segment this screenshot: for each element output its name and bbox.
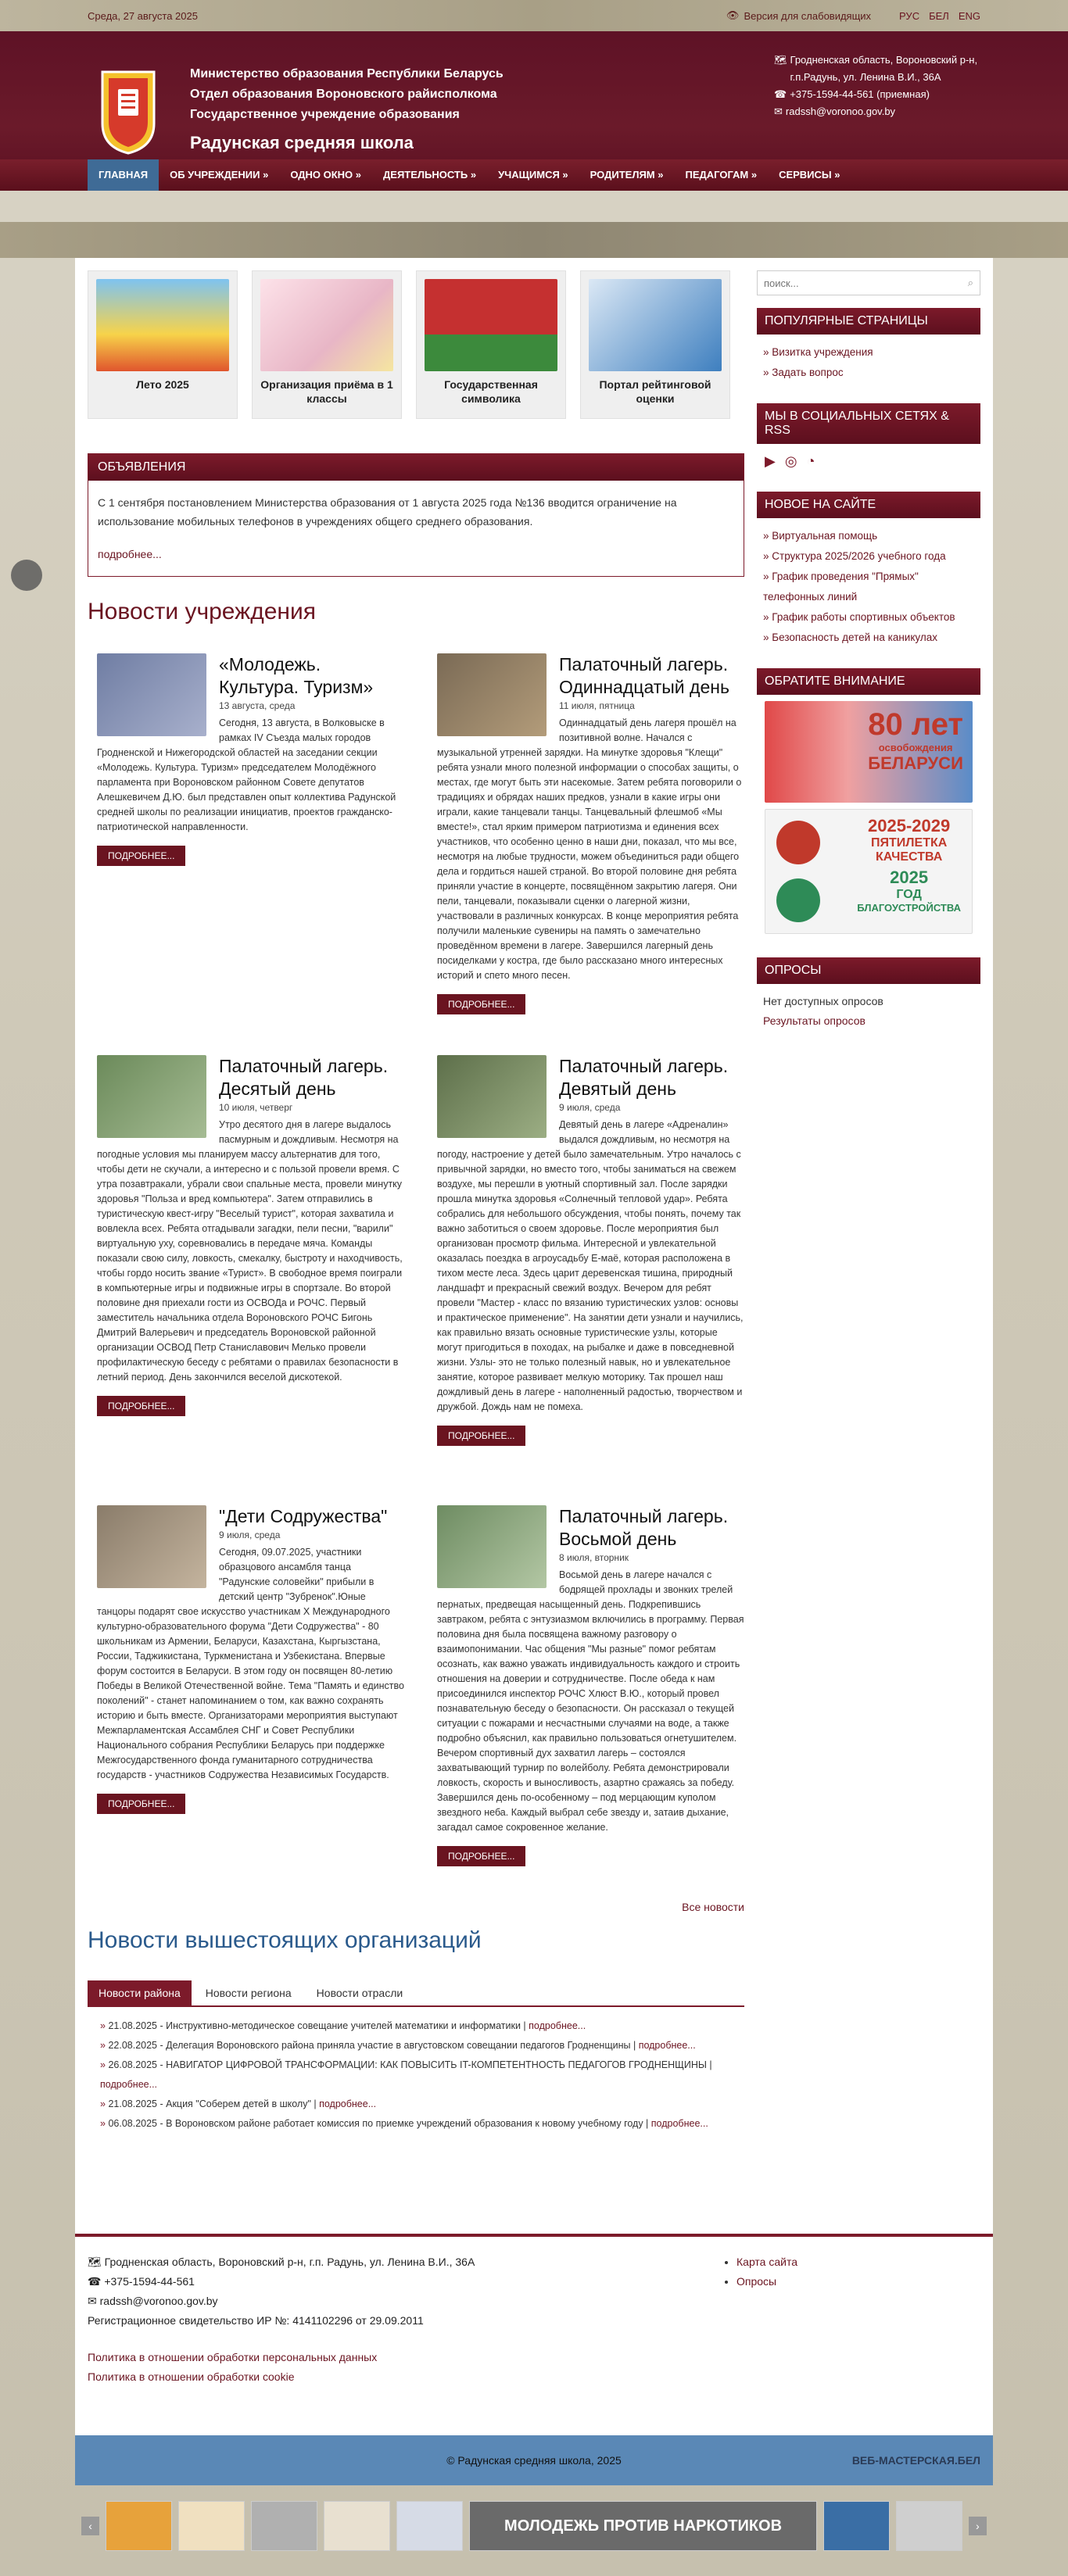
visually-impaired-link[interactable] (726, 9, 871, 22)
polls-box (757, 957, 980, 1039)
tile-summer-image (96, 279, 229, 371)
higher-news-more-link[interactable]: подробнее... (100, 2079, 158, 2090)
department-name: Отдел образования Вороновского райисполкома (190, 88, 497, 101)
banner-god: ГОД (896, 888, 922, 901)
nav-item-activity[interactable]: ДЕЯТЕЛЬНОСТЬ » (383, 169, 477, 181)
youtube-icon[interactable]: ▶ (765, 453, 776, 469)
higher-news-list (88, 2016, 744, 2134)
new-item[interactable]: » График проведения "Прямых" телефонных линий (763, 567, 974, 607)
tab-industry-news[interactable]: Новости отрасли (316, 1987, 403, 1999)
attention-title: ОБРАТИТЕ ВНИМАНИЕ (757, 668, 980, 695)
organization-title (190, 64, 504, 153)
news-thumbnail[interactable] (97, 1055, 206, 1138)
news-thumbnail[interactable] (437, 1055, 547, 1138)
tile-rating-image (589, 279, 722, 371)
higher-news-text: 21.08.2025 - Инструктивно-методическое совещание учителей математики и информатики | (108, 2020, 529, 2031)
carousel-prev-icon[interactable]: ‹ (81, 2517, 99, 2535)
header-phone: +375-1594-44-561 (приемная) (790, 88, 930, 100)
news-more-button[interactable]: ПОДРОБНЕЕ... (97, 1396, 185, 1416)
banner-quality: КАЧЕСТВА (876, 850, 943, 864)
news-item (88, 1505, 404, 1880)
whats-new-title: НОВОЕ НА САЙТЕ (757, 492, 980, 518)
news-thumbnail[interactable] (437, 1505, 547, 1588)
nav-item-teachers[interactable]: ПЕДАГОГАМ » (685, 169, 758, 181)
polls-link[interactable]: Опросы (736, 2275, 777, 2288)
higher-news-more-link[interactable]: подробнее... (638, 2040, 696, 2051)
accessibility-button[interactable] (11, 560, 42, 591)
news-grid (88, 653, 744, 1880)
news-title[interactable]: «Молодежь. Культура. Туризм» (219, 654, 374, 697)
search-input[interactable] (764, 277, 968, 289)
list-item (100, 2095, 744, 2114)
polls-title: ОПРОСЫ (757, 957, 980, 984)
phone-icon: ☎ (774, 88, 787, 100)
liberation-banner[interactable] (765, 701, 973, 803)
news-thumbnail[interactable] (437, 653, 547, 736)
footer-phone: +375-1594-44-561 (104, 2275, 195, 2288)
news-title[interactable]: Палаточный лагерь. Восьмой день (559, 1506, 729, 1549)
cookie-policy-link[interactable]: Политика в отношении обработки cookie (88, 2370, 295, 2383)
eye-icon: 👁 (726, 9, 740, 21)
news-item (428, 1505, 744, 1880)
news-text: Одиннадцатый день лагеря прошёл на позитивной волне. Начался с музыкальной утренней зарядки. На минутке здоровья "Клещи" ребята узнали много полезной информации о способах защиты, о местах, где могут быть эти насекомые. Затем ребята поговорили о традициях и обрядах наших предков, узнали в какие игры они играли, какие танцевали танцы. Танцевальный флешмоб «Мы вместе!», стал ярким примером патриотизма и единения всех участников, что особенно ценно в наши дни, показал, что мы все, несмотря на любые трудности, можем объединиться ради общего дела и гордиться нашей страной. Во второй половине дня ребята приняли участие в концерте, посвящённом закрытию лагеря. Они пели, танцевали, показывали сценки о лагерной жизни, участвовали в различных конкурсах. В конце мероприятия ребята получили маленькие сувениры на память о замечательно проведённом времени в лагере. Завершился лагерный день посиделками у костра, где было рассказано много интересных историй и спето много песен. (437, 717, 742, 981)
news-text: Сегодня, 09.07.2025, участники образцового ансамбля танца "Радунские соловейки" прибыли в детский центр "Зубренок".Юные танцоры подарят свое искусство участникам X Международного культурно-образовательного форума "Дети Содружества" - 80 школьникам из Армении, Беларуси, Казахстана, Кыргызстана, России, Таджикистана, Туркменистана и Узбекистана. Впервые форум состоится в Беларуси. В этом году он посвящен 80-летию Победы в Великой Отечественной войне. Тема "Память и единство поколений" - станет напоминанием о том, как важно сохранять историю и быть вместе. Организаторами мероприятия выступают Межпарламентская Ассамблея СНГ и Совет Республики Национального собрания Республики Беларусь при поддержке Межгосударственного фонда гуманитарного сотрудничества государств - участников Содружества Независимых Государств. (97, 1547, 404, 1780)
search-box (757, 270, 980, 295)
carousel-item[interactable] (324, 2501, 390, 2551)
higher-news-more-link[interactable]: подробнее... (319, 2098, 377, 2109)
news-title[interactable]: Палаточный лагерь. Девятый день (559, 1056, 729, 1099)
no-polls-text: Нет доступных опросов (763, 995, 883, 1007)
tile-caption: Портал рейтинговой оценки (599, 378, 711, 405)
rss-icon[interactable]: ◔ (806, 453, 815, 469)
higher-news-text: 06.08.2025 - В Вороновском районе работает комиссия по приемке учреждений образования к новому учебному году | (108, 2118, 651, 2129)
news-item (88, 653, 404, 1055)
new-item[interactable]: » График работы спортивных объектов (763, 607, 974, 628)
news-thumbnail[interactable] (97, 653, 206, 736)
list-item (100, 2055, 744, 2095)
banner-belarus: БЕЛАРУСИ (868, 753, 963, 773)
banner-five-year: ПЯТИЛЕТКА (871, 836, 948, 850)
higher-news-more-link[interactable]: подробнее... (650, 2118, 708, 2129)
studio-link[interactable]: ВЕБ-МАСТЕРСКАЯ.БЕЛ (851, 2454, 980, 2467)
new-item[interactable]: » Структура 2025/2026 учебного года (763, 546, 974, 567)
header-contacts (774, 52, 990, 120)
quality-emblem-icon (776, 821, 820, 864)
news-item (428, 653, 744, 1055)
map-icon: 🗺 (88, 2256, 105, 2268)
nav-item-home[interactable]: ГЛАВНАЯ (88, 159, 159, 191)
carousel-item[interactable] (396, 2501, 463, 2551)
tile-admission-image (260, 279, 393, 371)
copyright-text: © Радунская средняя школа, 2025 (446, 2454, 622, 2467)
tab-district-news[interactable]: Новости района (88, 1980, 192, 2005)
registration-info: Регистрационное свидетельство ИР №: 4141102296 от 29.09.2011 (88, 2314, 424, 2327)
higher-news-text: 21.08.2025 - Акция "Соберем детей в школу" | (108, 2098, 320, 2109)
list-item (100, 2016, 744, 2036)
higher-news-more-link[interactable]: подробнее... (529, 2020, 586, 2031)
social-title: МЫ В СОЦИАЛЬНЫХ СЕТЯХ & RSS (757, 403, 980, 444)
nav-item-parents[interactable]: РОДИТЕЛЯМ » (590, 169, 664, 181)
popular-pages-box (757, 308, 980, 391)
footer-email[interactable]: radssh@voronoo.gov.by (99, 2295, 218, 2307)
social-box (757, 403, 980, 479)
tab-region-news[interactable]: Новости региона (205, 1987, 292, 1999)
privacy-policy-link[interactable]: Политика в отношении обработки персональных данных (88, 2351, 378, 2363)
news-section-title: Новости учреждения (88, 599, 316, 624)
news-title[interactable]: Палаточный лагерь. Десятый день (219, 1056, 389, 1099)
news-item (428, 1055, 744, 1505)
higher-news-title: Новости вышестоящих организаций (88, 1927, 482, 1953)
improvement-emblem-icon (776, 878, 820, 922)
new-item[interactable]: » Безопасность детей на каникулах (763, 628, 974, 648)
news-date: 13 августа, среда (219, 700, 296, 711)
visually-impaired-label: Версия для слабовидящих (744, 9, 872, 22)
language-switcher (899, 10, 980, 22)
mail-icon: ✉ (88, 2295, 100, 2307)
nav-item-students[interactable]: УЧАЩИМСЯ » (498, 169, 568, 181)
feature-tiles (88, 270, 744, 419)
main-container (75, 258, 993, 2234)
tile-rating[interactable] (580, 270, 730, 419)
news-thumbnail[interactable] (97, 1505, 206, 1588)
carousel-item[interactable] (178, 2501, 245, 2551)
higher-news-tabs (88, 1980, 744, 2007)
banner-liberation: освобождения (878, 742, 953, 753)
whats-new-box (757, 492, 980, 656)
tile-symbols[interactable] (416, 270, 566, 419)
nav-item-about[interactable]: ОБ УЧРЕЖДЕНИИ » (170, 169, 269, 181)
lang-ru[interactable]: РУС (899, 9, 920, 22)
news-text: Сегодня, 13 августа, в Волковыске в рамках IV Съезда малых городов Гродненской и Нижегородской областей на заседании секции «Молодежь. Культура. Туризм» председателем Молодёжного парламента при Вороновском районном Совете депутатов Алешкевичем Д.Ю. был представлен опыт коллектива Радунской средней школы по реализации инициатив, проектов гражданско-патриотической направленности. (97, 717, 396, 832)
instagram-icon[interactable]: ◎ (784, 453, 797, 469)
nav-item-services[interactable]: СЕРВИСЫ » (779, 169, 840, 181)
sitemap-link[interactable]: Карта сайта (736, 2256, 797, 2268)
tile-admission[interactable] (252, 270, 402, 419)
attention-box (757, 668, 980, 934)
news-more-button[interactable]: ПОДРОБНЕЕ... (437, 1426, 525, 1446)
news-more-button[interactable]: ПОДРОБНЕЕ... (437, 994, 525, 1014)
header-band (0, 222, 1068, 258)
new-item[interactable]: » Виртуальная помощь (763, 526, 974, 546)
announcement-text: С 1 сентября постановлением Министерства образования от 1 августа 2025 года №136 вводится ограничение на использование мобильных телефонов в учреждениях общего среднего образования. (98, 496, 677, 528)
carousel-item[interactable]: МОЛОДЕЖЬ ПРОТИВ НАРКОТИКОВ (469, 2501, 816, 2551)
news-date: 9 июля, среда (559, 1102, 621, 1113)
news-text: Девятый день в лагере «Адреналин» выдался дождливым, но несмотря на погоду, настроение у детей было замечательным. Утро началось с привычной зарядки, но вместо того, чтобы заниматься на свежем воздухе, мы перешли в уютный спортивный зал. После зарядки прошла минутка здоровья «Солнечный тепловой удар». Ребята собрались для небольшого обсуждения, чтобы понять, почему так важно заботиться о своем здоровье. После мероприятия был организован просмотр фильма. Интересной и увлекательной оказалась поездка в агроусадьбу Е-маё, которая расположена в тихом месте лесa. Здесь царит деревенская тишина, природный ландшафт и прекрасный свежий воздух. Вечером для ребят провели "Мастер - класс по вязанию туристических узлов: основы и практическое применение". На занятии дети узнали и научились, как правильно вязать основные туристические узлы, которые могут пригодиться в походах, на рыбалке и даже в повседневной жизни. Узлы- это не только полезный навык, но и увлекательное занятие, которое развивает мелкую моторику. Так прошел наш дождливый день в лагере - наполненный радостью, творчеством и дружбой. Дождь нам не помеха. (437, 1119, 744, 1412)
carousel-item[interactable] (251, 2501, 317, 2551)
banner-80-years: 80 лет (868, 707, 963, 742)
news-title[interactable]: Палаточный лагерь. Одиннадцатый день (559, 654, 729, 697)
banner-improvement: БЛАГОУСТРОЙСТВА (857, 902, 961, 914)
nav-item-one-window[interactable]: ОДНО ОКНО » (290, 169, 362, 181)
ministry-name: Министерство образования Республики Беларусь (190, 67, 504, 80)
current-date: Среда, 27 августа 2025 (88, 9, 198, 22)
institution-type: Государственное учреждение образования (190, 108, 460, 121)
tile-caption: Государственная символика (444, 378, 538, 405)
news-more-button[interactable]: ПОДРОБНЕЕ... (97, 846, 185, 866)
lang-be[interactable]: БЕЛ (929, 9, 949, 22)
footer-links (724, 2252, 797, 2292)
popular-pages-title: ПОПУЛЯРНЫЕ СТРАНИЦЫ (757, 308, 980, 335)
announcements-title: ОБЪЯВЛЕНИЯ (88, 454, 744, 481)
news-text: Восьмой день в лагере начался с бодрящей прохлады и звонких трелей пернатых, предвещая насыщенный день. Подкрепившись завтраком, ребята с энтузиазмом включились в программу. Первая половина дня была посвящена важному разговору о взаимопонимании. Час общения "Мы разные" помог ребятам осознать, как важно уважать индивидуальность каждого и строить отношения на доверии и сотрудничестве. После обеда к нам присоединился инспектор РОЧС Хлюст В.Ю., который провел познавательную беседу о безопасности. Он рассказал о текущей ситуации с пожарами и несчастными случаями на воде, а также подробно объяснил, как правильно пользоваться огнетушителем. Вечером спортивный дух захватил лагерь – состоялся захватывающий турнир по волейболу. Ребята демонстрировали ловкость, скорость и выносливость, азартно сражаясь за победу. Завершился день по-особенному – под мерцающим куполом звездного неба. Каждый выбрал себе звезду и, затаив дыхание, загадал самое сокровенное желание. (437, 1569, 744, 1833)
phone-icon: ☎ (88, 2275, 105, 2288)
header-email[interactable]: radssh@voronoo.gov.by (785, 106, 896, 117)
tile-caption: Организация приёма в 1 классы (260, 378, 393, 405)
news-more-button[interactable]: ПОДРОБНЕЕ... (437, 1846, 525, 1866)
header-address: Гродненская область, Вороновский р-н, г.п.Радунь, ул. Ленина В.И., 36А (790, 54, 978, 83)
banner-year: 2025 (890, 868, 929, 887)
news-date: 11 июля, пятница (559, 700, 635, 711)
map-icon: 🗺 (774, 54, 787, 66)
mail-icon: ✉ (774, 106, 783, 117)
site-footer (75, 2234, 993, 2437)
news-text: Утро десятого дня в лагере выдалось пасмурным и дождливым. Несмотря на погодные условия мы планируем массу альтернатив для того, чтобы дети не скучали, а интересно и с пользой провели время. С утра позавтракали, убрали свои спальные места, провели минутку здоровья "Польза и вред компьютера". Затем отправились в туристическую квест-игру "Веселый турист", которая захватила и вовлекла всех. Ребята отгадывали загадки, пели песни, "варили" виртуальную уху, соревновались в передаче мяча. Команды показали свою силу, ловкость, смекалку, быстроту и находчивость, чтобы гордо носить звание «Турист». В свободное время поиграли в компьютерные игры и подвижные игры в спортзале. Во второй половине дня приехали гости из ОСВОДа и РОЧС. Первый заместитель начальника отдела Вороновского РОЧС Бигонь Дмитрий Валерьевич и председатель Вороновской районной организации ОСВОД Петр Станиславович Мелько провели профилактическую беседу с ребятами о правилах безопасности в летний период. День закончился веселой дискотекой. (97, 1119, 403, 1383)
tile-caption: Лето 2025 (136, 378, 189, 391)
news-date: 10 июля, четверг (219, 1102, 293, 1113)
carousel-item[interactable] (106, 2501, 172, 2551)
copyright-bar (75, 2435, 993, 2485)
school-emblem-icon[interactable] (98, 69, 159, 155)
announcement-more-link[interactable]: подробнее... (98, 548, 162, 560)
carousel-item[interactable] (896, 2501, 962, 2551)
poll-results-link[interactable]: Результаты опросов (763, 1014, 866, 1027)
news-title[interactable]: "Дети Содружества" (219, 1506, 388, 1526)
all-news-link[interactable]: Все новости (682, 1901, 744, 1913)
list-item (100, 2114, 744, 2134)
quality-banner[interactable] (765, 809, 973, 934)
news-item (88, 1055, 404, 1505)
main-nav (0, 159, 1068, 191)
popular-item-question[interactable]: » Задать вопрос (763, 363, 974, 383)
banner-years: 2025-2029 (868, 816, 951, 835)
sidebar (757, 270, 980, 1039)
footer-address: Гродненская область, Вороновский р-н, г.п. Радунь, ул. Ленина В.И., 36А (104, 2256, 475, 2268)
popular-item-card[interactable]: » Визитка учреждения (763, 342, 974, 363)
search-icon[interactable]: ⌕ (967, 277, 973, 288)
carousel-item[interactable] (823, 2501, 890, 2551)
news-more-button[interactable]: ПОДРОБНЕЕ... (97, 1794, 185, 1814)
lang-en[interactable]: ENG (958, 9, 980, 22)
tile-symbols-image (425, 279, 557, 371)
top-bar (0, 0, 1068, 31)
news-date: 9 июля, среда (219, 1530, 281, 1540)
tile-summer[interactable] (88, 270, 238, 419)
school-name[interactable]: Радунская средняя школа (190, 133, 414, 152)
announcements-box (88, 453, 744, 577)
news-date: 8 июля, вторник (559, 1552, 629, 1563)
content-column (88, 270, 744, 2134)
partner-carousel (75, 2493, 993, 2559)
carousel-next-icon[interactable]: › (969, 2517, 987, 2535)
higher-news-text: 22.08.2025 - Делегация Вороновского района приняла участие в августовском совещании педагогов Гродненщины | (108, 2040, 639, 2051)
list-item (100, 2036, 744, 2055)
higher-news-text: 26.08.2025 - НАВИГАТОР ЦИФРОВОЙ ТРАНСФОРМАЦИИ: КАК ПОВЫСИТЬ IT-КОМПЕТЕНТНОСТЬ ПЕДАГОГОВ ГРОДНЕНЩИНЫ | (108, 2059, 712, 2070)
